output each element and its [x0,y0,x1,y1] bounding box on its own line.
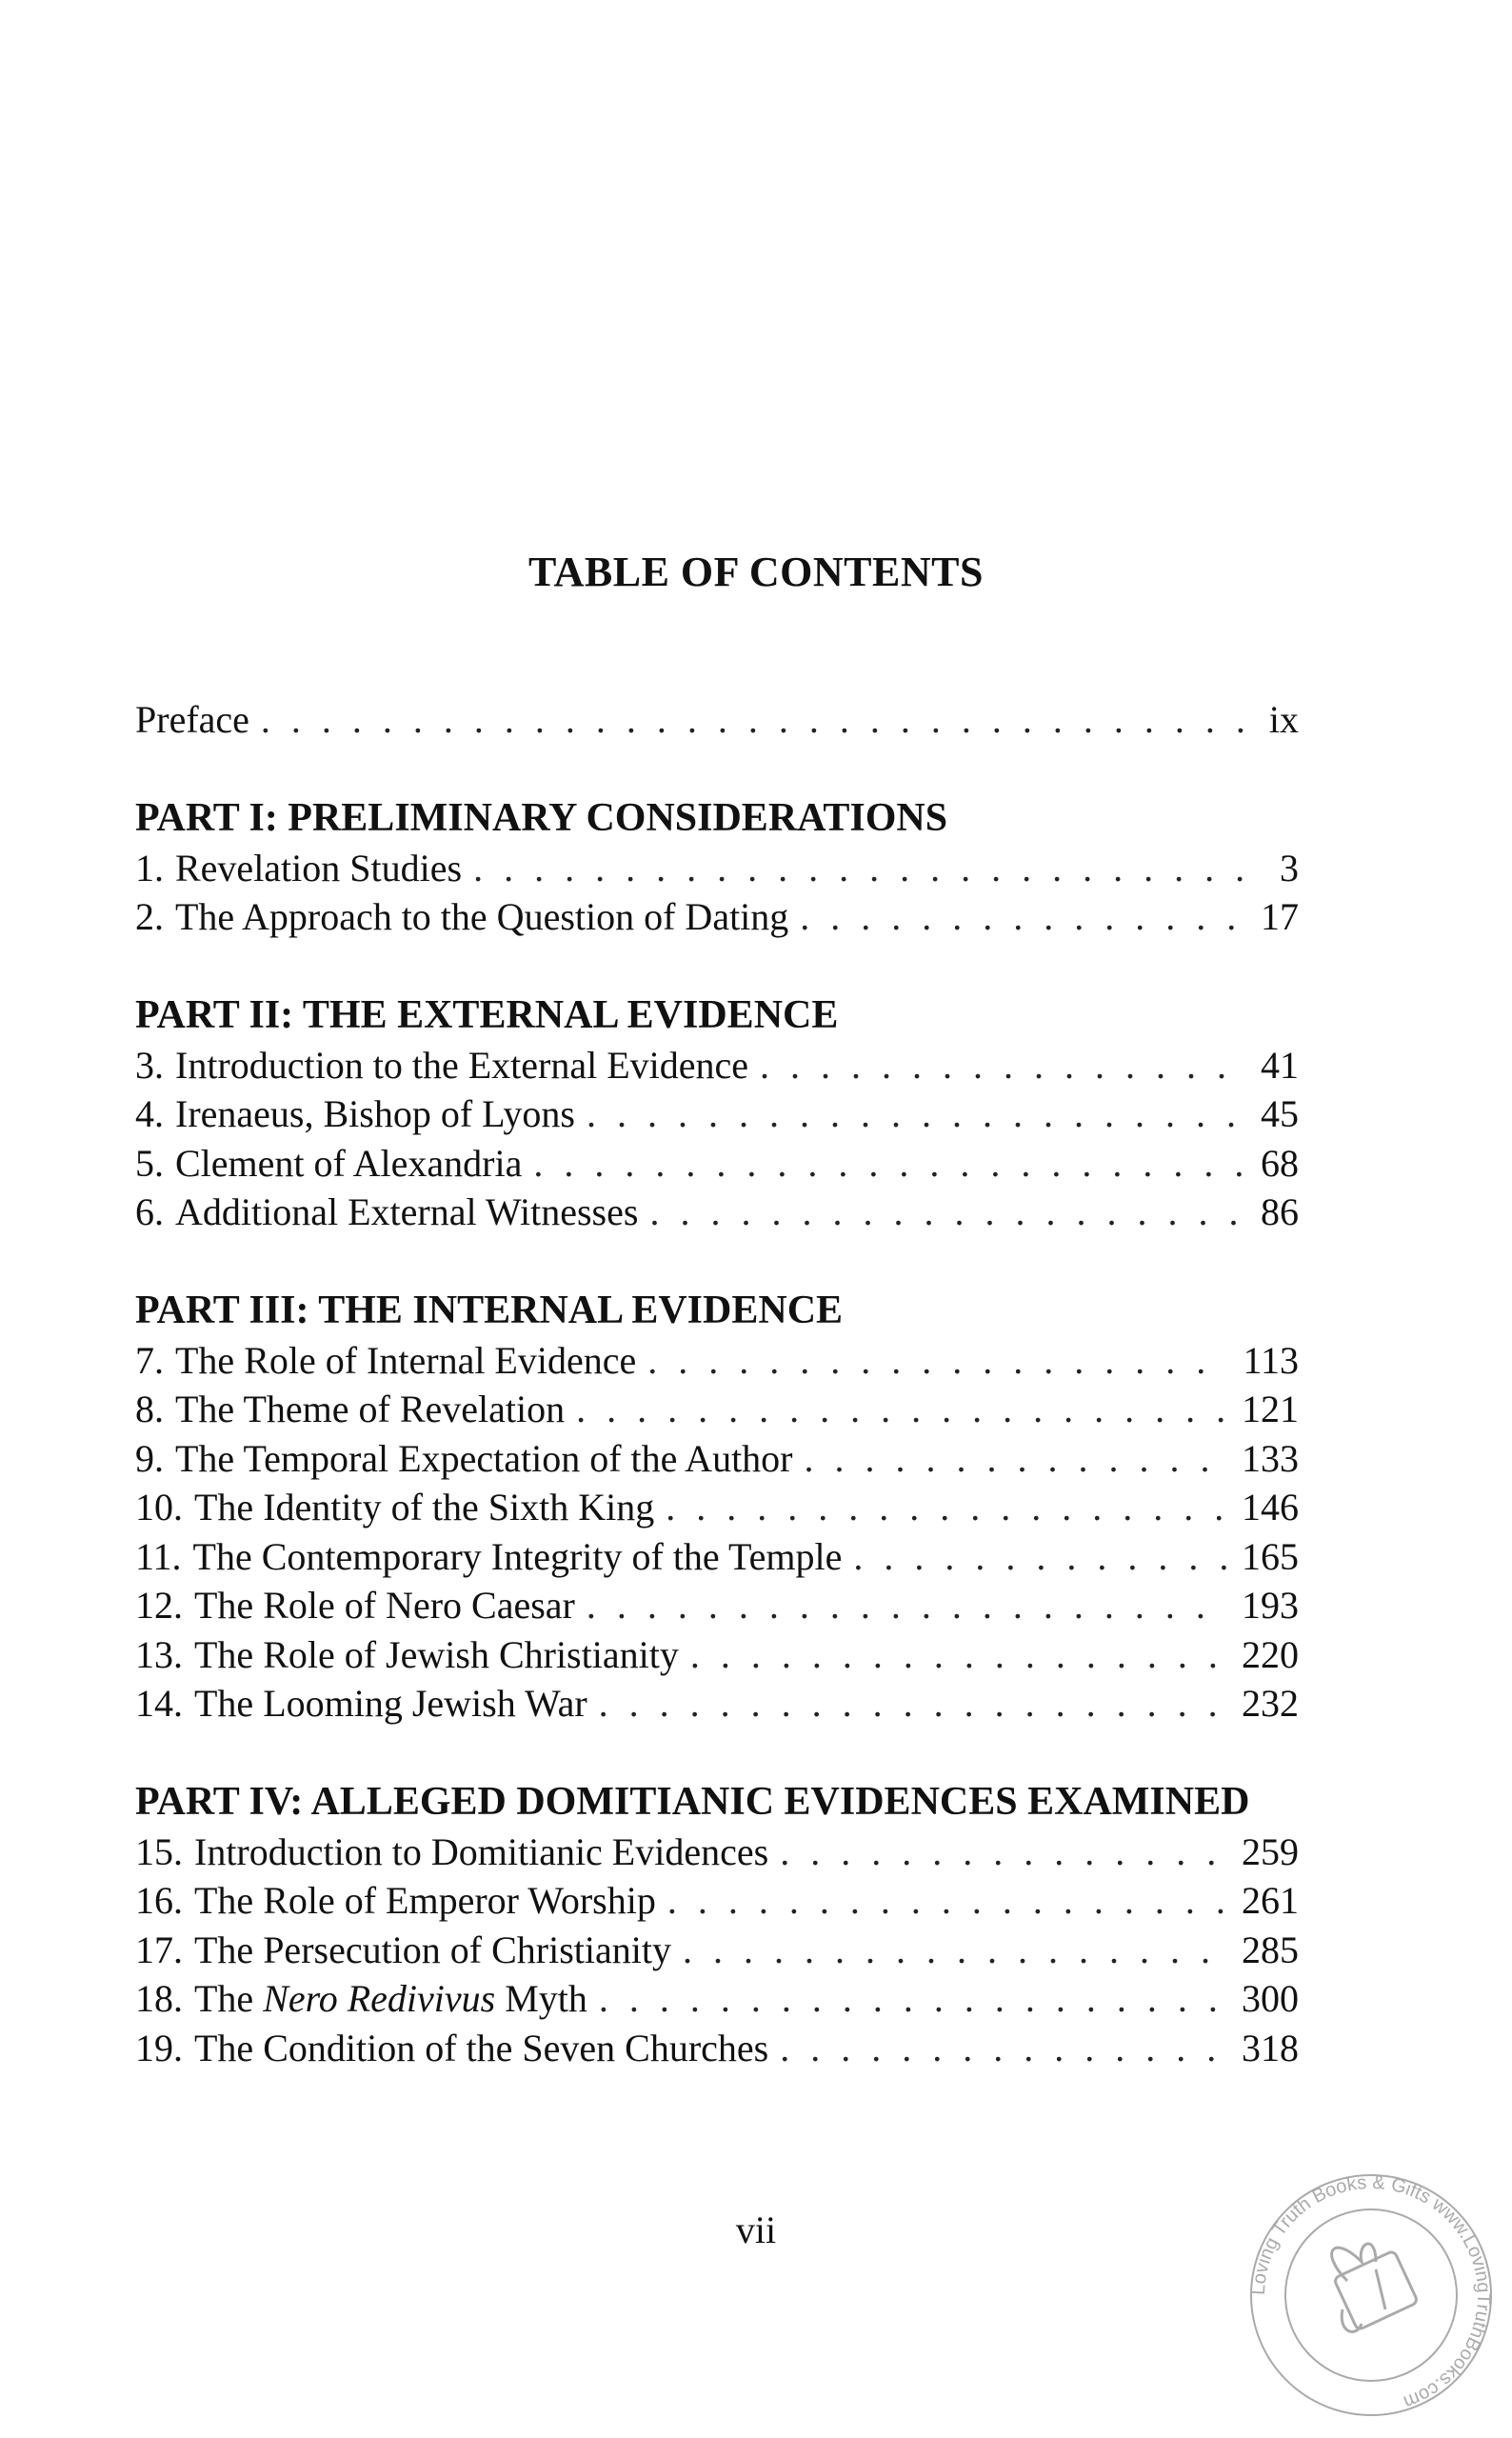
dot-leader [649,1188,1247,1237]
entry-title: Preface [135,698,249,741]
entry-title: Introduction to the External Evidence [175,1043,749,1087]
entry-page: 3 [1280,846,1299,889]
page-title: TABLE OF CONTENTS [528,549,984,595]
dot-leader [599,1679,1228,1729]
dot-leader [683,1926,1228,1975]
toc-entry [135,1336,1299,1386]
toc-entry [135,2024,1299,2073]
entry-page: 121 [1242,1388,1299,1430]
dot-leader [533,1139,1247,1189]
chapter-number: 10. [135,1486,183,1529]
part-heading: PART I: PRELIMINARY CONSIDERATIONS [135,795,948,840]
chapter-number: 7. [135,1338,164,1382]
dot-leader [473,844,1247,893]
chapter-number: 11. [135,1534,182,1578]
dot-leader [780,2024,1228,2073]
chapter-number: 3. [135,1043,164,1087]
toc-entry [135,1974,1299,2024]
dot-leader [853,1532,1228,1582]
entry-title: The Role of Jewish Christianity [194,1632,679,1676]
entry-page: 300 [1242,1977,1299,2020]
entry-title: The Looming Jewish War [194,1682,587,1725]
toc-entry [135,1876,1299,1926]
toc-entry [135,1532,1299,1582]
chapter-number: 19. [135,2026,183,2069]
entry-page: ix [1268,698,1299,741]
toc-entry [135,1139,1299,1189]
toc-entry [135,1434,1299,1484]
entry-title: Additional External Witnesses [175,1190,639,1233]
entry-title: The Theme of Revelation [175,1388,566,1430]
chapter-number: 8. [135,1388,164,1430]
entry-page: 146 [1242,1486,1299,1529]
dot-leader [587,1089,1247,1139]
entry-title: Irenaeus, Bishop of Lyons [175,1092,575,1135]
toc-entry [135,892,1299,942]
entry-title: The Role of Nero Caesar [194,1584,575,1627]
toc-entry [135,1581,1299,1630]
entry-page: 285 [1242,1928,1299,1971]
chapter-number: 12. [135,1584,183,1627]
entry-title-italic: Nero Redivivus [263,1977,496,2020]
entry-title: The Temporal Expectation of the Author [175,1436,793,1480]
dot-leader [667,1876,1228,1926]
toc-entry-preface [135,695,1299,745]
entry-page: 318 [1242,2026,1299,2069]
chapter-number: 16. [135,1879,183,1922]
entry-page: 232 [1242,1682,1299,1725]
chapter-number: 5. [135,1141,164,1185]
part-heading: PART II: THE EXTERNAL EVIDENCE [135,992,839,1037]
stamp-text: Loving Truth Books & Gifts www.LovingTruthBooks.com [1247,2171,1495,2413]
chapter-number: 9. [135,1436,164,1480]
entry-title: The Nero Redivivus Myth [194,1977,587,2020]
toc-entry [135,1630,1299,1680]
toc-entry [135,1188,1299,1237]
part-heading: PART III: THE INTERNAL EVIDENCE [135,1288,844,1332]
dot-leader [780,1828,1228,1877]
entry-page: 113 [1243,1338,1299,1382]
toc-entry [135,1679,1299,1729]
entry-title: The Approach to the Question of Dating [175,895,789,938]
entry-page: 261 [1242,1879,1299,1922]
entry-page: 193 [1242,1584,1299,1627]
dot-leader [760,1041,1247,1090]
table-of-contents [135,695,1299,2072]
entry-title: The Role of Emperor Worship [194,1879,656,1922]
chapter-number: 15. [135,1829,183,1873]
dot-leader [690,1630,1228,1680]
toc-entry [135,1926,1299,1975]
dot-leader [599,1974,1228,2024]
chapter-number: 14. [135,1682,183,1725]
chapter-number: 18. [135,1977,183,2020]
chapter-number: 4. [135,1092,164,1135]
toc-entry [135,1041,1299,1090]
entry-title: The Role of Internal Evidence [175,1338,637,1382]
entry-page: 220 [1242,1632,1299,1676]
chapter-number: 13. [135,1632,183,1676]
dot-leader [800,892,1247,942]
entry-title: The Contemporary Integrity of the Temple [192,1534,843,1578]
entry-title: Introduction to Domitianic Evidences [194,1829,769,1873]
toc-entry [135,1385,1299,1434]
dot-leader [261,695,1247,745]
chapter-number: 6. [135,1190,164,1233]
dot-leader [576,1385,1228,1434]
entry-title: The Persecution of Christianity [194,1928,672,1971]
dot-leader [666,1483,1228,1532]
entry-page: 86 [1261,1190,1299,1233]
entry-page: 45 [1261,1092,1299,1135]
entry-title: Clement of Alexandria [175,1141,523,1185]
toc-entry [135,1483,1299,1532]
page-number: vii [735,2208,777,2251]
entry-page: 165 [1242,1534,1299,1578]
part-heading: PART IV: ALLEGED DOMITIANIC EVIDENCES EXAMINED [135,1779,1250,1824]
dot-leader [647,1336,1229,1386]
entry-title: Revelation Studies [175,846,463,889]
toc-entry [135,1828,1299,1877]
toc-entry [135,1089,1299,1139]
entry-page: 259 [1242,1829,1299,1873]
entry-title: The Identity of the Sixth King [194,1486,655,1529]
entry-page: 133 [1242,1436,1299,1480]
book-and-bow-stamp-icon [1243,2167,1500,2424]
entry-title: The Condition of the Seven Churches [194,2026,769,2069]
toc-entry [135,844,1299,893]
entry-page: 17 [1261,895,1299,938]
entry-page: 41 [1261,1043,1299,1087]
chapter-number: 17. [135,1928,183,1971]
dot-leader [805,1434,1229,1484]
chapter-number: 2. [135,895,164,938]
entry-page: 68 [1261,1141,1299,1185]
chapter-number: 1. [135,846,164,889]
dot-leader [587,1581,1228,1630]
